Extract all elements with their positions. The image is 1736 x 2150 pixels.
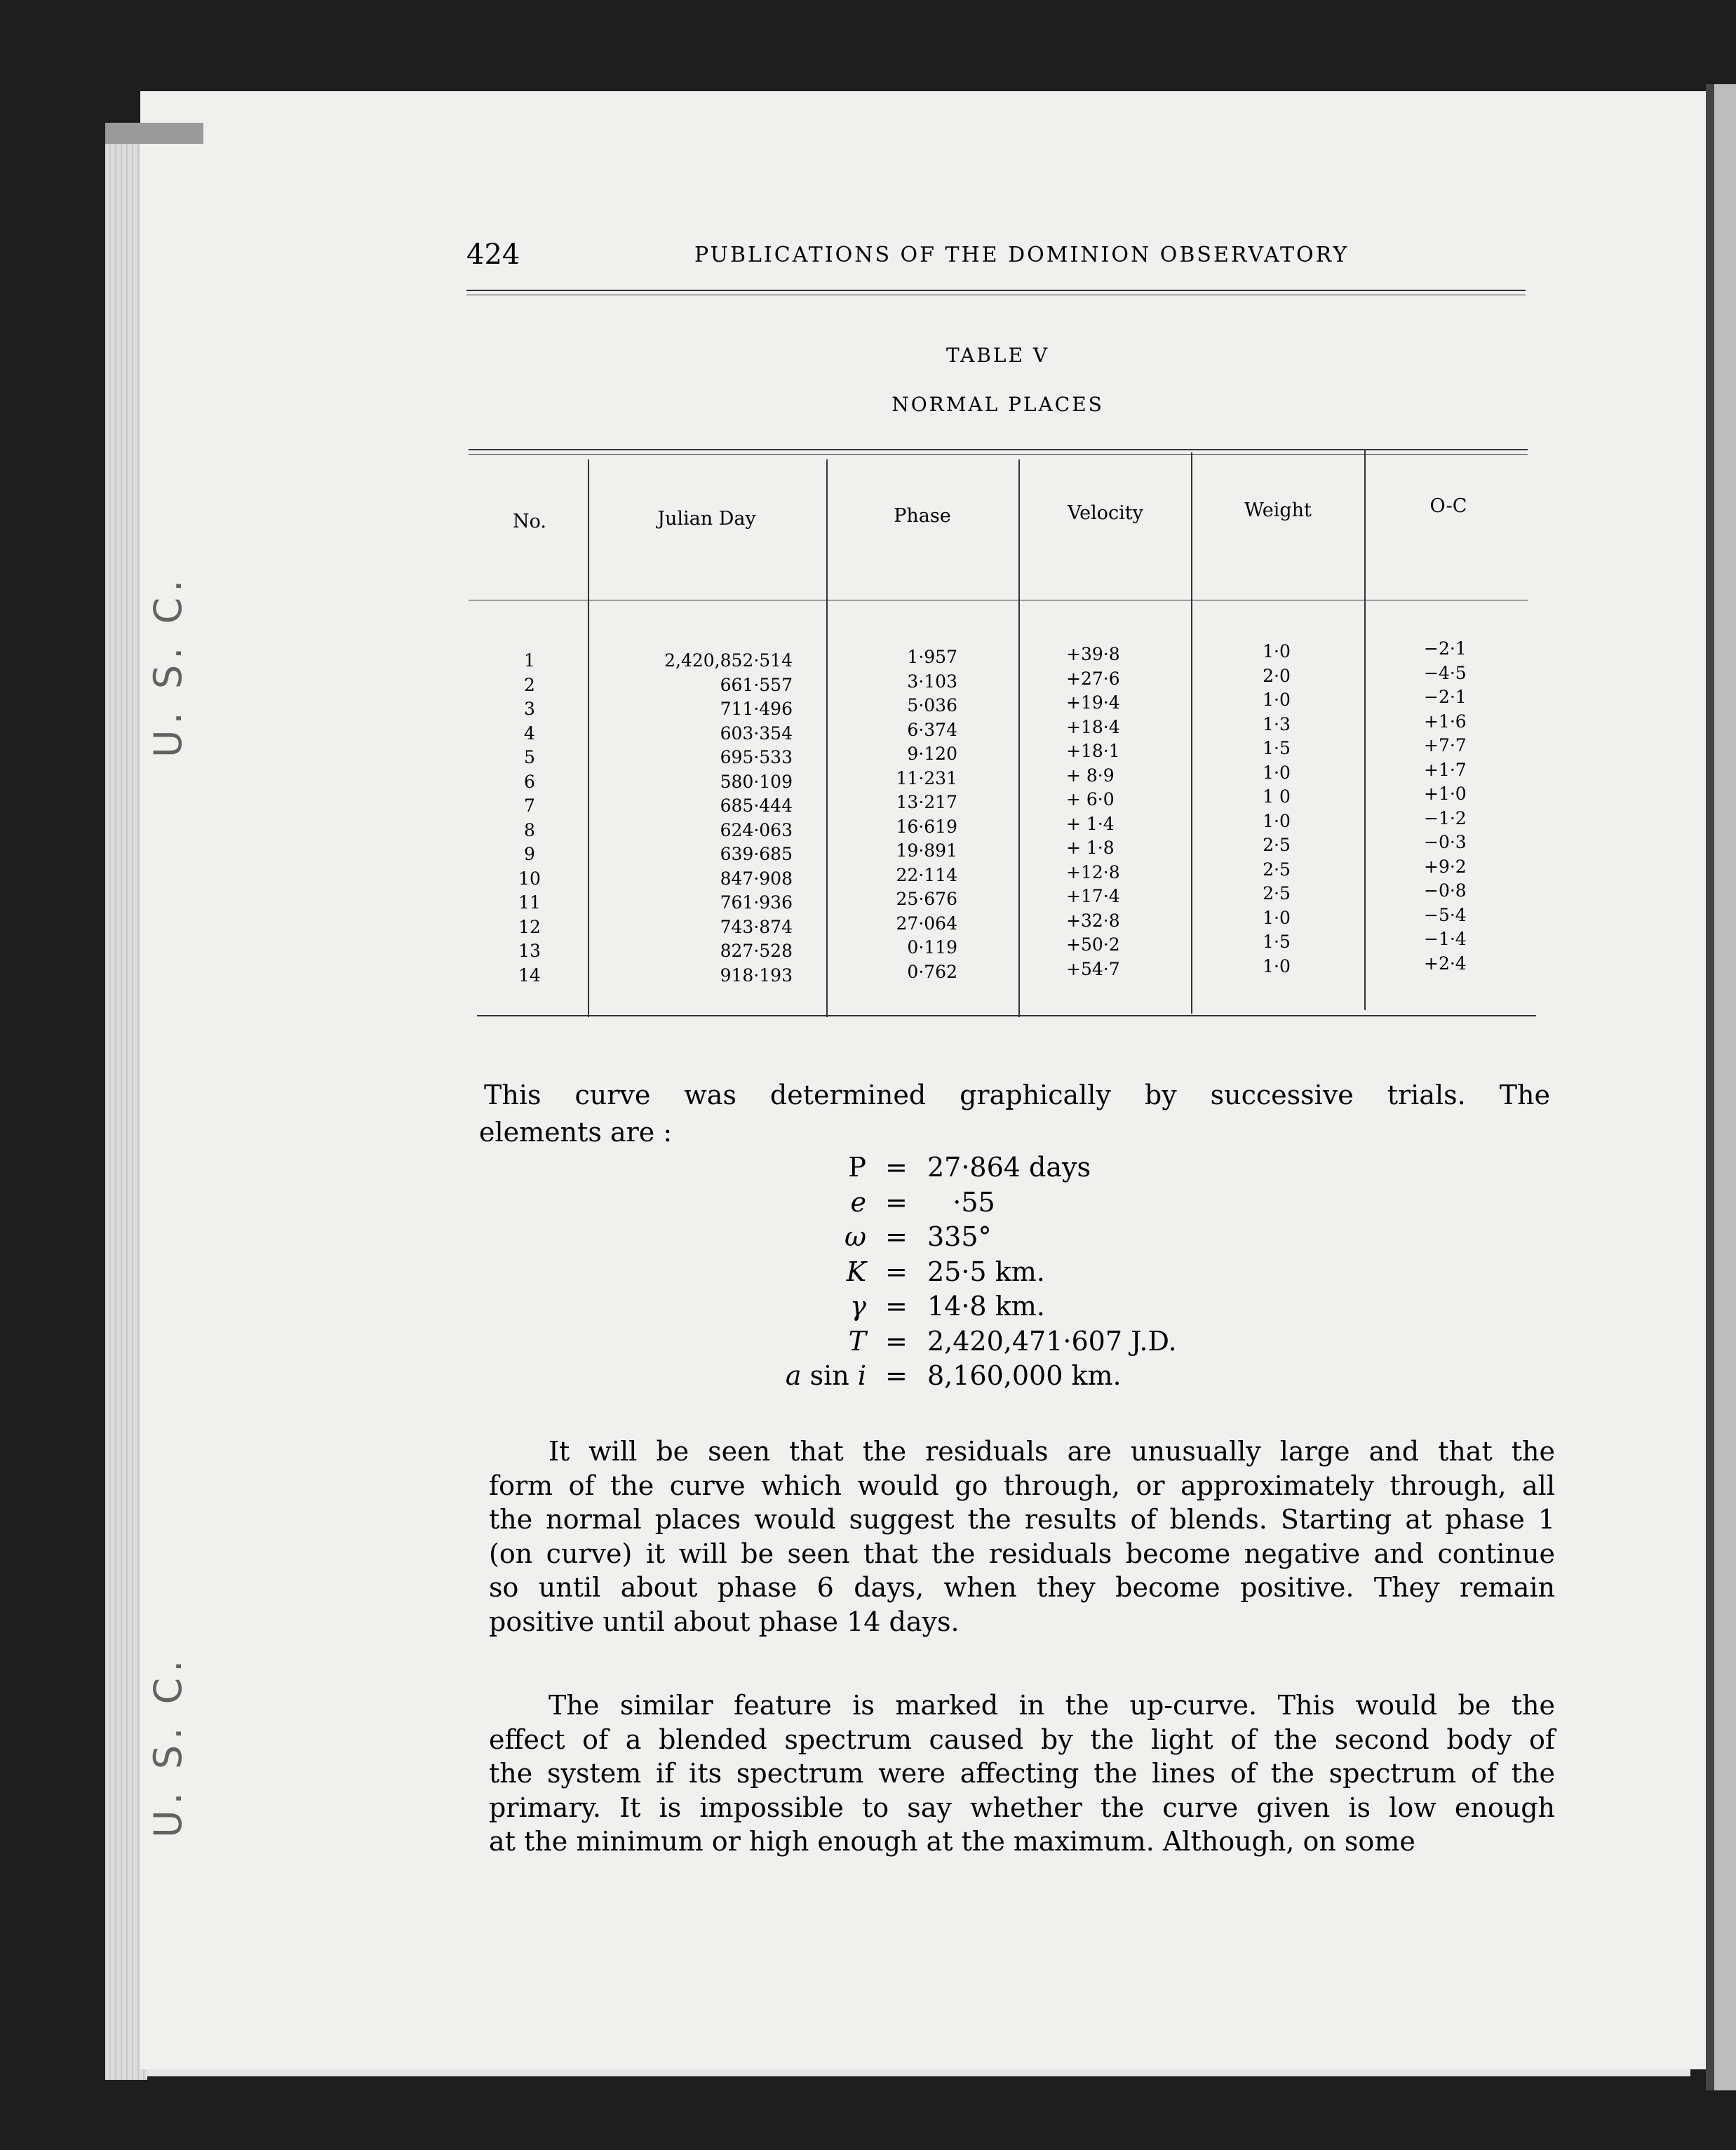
column-header-weight: Weight	[1244, 499, 1312, 521]
paragraph-line: positive until about phase 14 days.	[489, 1606, 960, 1637]
table-cell-julian-day: 624·063	[720, 819, 793, 840]
table-cell-velocity: +27·6	[1066, 668, 1120, 689]
table-cell-phase: 27·064	[896, 913, 957, 934]
table-cell-no: 3	[524, 699, 535, 719]
column-header-no: No.	[513, 511, 546, 532]
table-cell-julian-day: 639·685	[720, 844, 793, 864]
element-value: 2,420,471·607 J.D.	[927, 1325, 1177, 1357]
running-head	[466, 238, 1529, 274]
table-cell-oc: +1·0	[1424, 784, 1467, 804]
table-cell-velocity: +19·4	[1066, 692, 1120, 713]
table-cell-julian-day: 603·354	[720, 723, 793, 744]
element-row	[0, 1360, 1736, 1395]
table-cell-velocity: +18·1	[1066, 741, 1120, 761]
table-cell-julian-day: 711·496	[720, 699, 793, 719]
facing-page-edge	[1706, 84, 1736, 2090]
table-cell-velocity: + 1·8	[1066, 838, 1115, 858]
book-edge-top	[105, 123, 203, 144]
table-cell-oc: +1·7	[1424, 759, 1467, 780]
table-cell-velocity: + 8·9	[1066, 765, 1115, 786]
table-cell-velocity: +54·7	[1066, 958, 1120, 979]
table-cell-velocity: +12·8	[1066, 861, 1120, 882]
table-cell-weight: 1·0	[1263, 955, 1291, 976]
header-rule	[466, 290, 1526, 291]
table-cell-oc: −4·5	[1424, 662, 1467, 683]
element-value: ·55	[927, 1186, 995, 1218]
element-value: 25·5 km.	[927, 1256, 1045, 1287]
table-cell-weight: 1 0	[1263, 786, 1291, 807]
column-julian-day	[596, 649, 793, 988]
table-caption: TABLE V	[946, 344, 1050, 367]
element-symbol: ω	[845, 1221, 866, 1252]
table-cell-oc: −1·2	[1424, 807, 1467, 828]
page-number: 424	[466, 238, 520, 271]
equals-sign: =	[885, 1186, 908, 1218]
paragraph-line: effect of a blended spectrum caused by the light of the second body of	[489, 1724, 1555, 1755]
table-cell-julian-day: 827·528	[720, 941, 793, 961]
paragraph-line: the normal places would suggest the results of blends. Starting at phase 1	[489, 1504, 1555, 1535]
table-cell-julian-day: 580·109	[720, 771, 793, 792]
table-cell-velocity: +32·8	[1066, 910, 1120, 931]
table-cell-no: 10	[518, 868, 541, 889]
element-row	[0, 1221, 1736, 1256]
table-cell-julian-day: 695·533	[720, 747, 793, 767]
table-cell-no: 11	[518, 892, 541, 913]
table-cell-velocity: + 1·4	[1066, 813, 1115, 834]
table-cell-phase: 0·119	[907, 937, 957, 958]
column-oc	[1424, 637, 1501, 976]
paragraph-line: the system if its spectrum were affecting the lines of the spectrum of the	[489, 1758, 1555, 1789]
column-separator	[588, 459, 589, 1017]
element-row	[0, 1256, 1736, 1291]
paragraph-line: The similar feature is marked in the up-curve. This would be the	[549, 1690, 1555, 1721]
table-cell-no: 2	[524, 674, 535, 695]
table-cell-oc: +7·7	[1424, 735, 1467, 755]
equals-sign: =	[885, 1152, 908, 1183]
table-cell-phase: 22·114	[896, 864, 957, 885]
table-cell-no: 12	[518, 916, 541, 937]
table-cell-weight: 1·5	[1263, 932, 1291, 952]
table-cell-weight: 1·5	[1263, 738, 1291, 758]
column-separator	[1364, 449, 1366, 1010]
table-cell-oc: −2·1	[1424, 687, 1467, 707]
column-header-oc: O-C	[1429, 495, 1467, 517]
table-cell-no: 8	[524, 819, 535, 840]
table-subtitle: NORMAL PLACES	[891, 393, 1104, 416]
table-cell-phase: 3·103	[907, 671, 957, 692]
table-cell-julian-day: 661·557	[720, 674, 793, 695]
element-symbol: T	[848, 1325, 866, 1357]
equals-sign: =	[885, 1291, 908, 1322]
table-cell-weight: 1·0	[1263, 762, 1291, 783]
equals-sign: =	[885, 1221, 908, 1252]
table-cell-phase: 0·762	[907, 961, 957, 982]
table-cell-no: 6	[524, 771, 535, 792]
table-cell-oc: +2·4	[1424, 953, 1467, 974]
column-separator	[1191, 452, 1192, 1014]
table-cell-weight: 1·3	[1263, 713, 1291, 734]
column-weight	[1234, 640, 1319, 979]
paragraph-line: so until about phase 6 days, when they become positive. They remain	[489, 1572, 1555, 1603]
table-cell-no: 5	[524, 747, 535, 767]
table-cell-julian-day: 743·874	[720, 916, 793, 937]
table-bottom-rule	[477, 1015, 1536, 1016]
element-row	[0, 1152, 1736, 1187]
table-cell-julian-day: 2,420,852·514	[664, 650, 793, 671]
column-separator	[826, 459, 828, 1017]
element-symbol: γ	[850, 1291, 866, 1322]
equals-sign: =	[885, 1325, 908, 1357]
table-cell-julian-day: 918·193	[720, 965, 793, 986]
table-cell-phase: 16·619	[896, 816, 957, 837]
table-cell-julian-day: 685·444	[720, 795, 793, 816]
element-value: 14·8 km.	[927, 1291, 1045, 1322]
spine-stamp: U. S. C.	[146, 1654, 190, 1838]
element-row	[0, 1326, 1736, 1361]
equals-sign: =	[885, 1256, 908, 1287]
table-cell-weight: 1·0	[1263, 690, 1291, 710]
table-cell-weight: 2·5	[1263, 883, 1291, 903]
table-cell-weight: 1·0	[1263, 641, 1291, 661]
element-value: 335°	[927, 1221, 992, 1252]
table-cell-phase: 13·217	[896, 792, 957, 812]
paragraph-line: It will be seen that the residuals are unusually large and that the	[549, 1436, 1555, 1467]
element-row	[0, 1291, 1736, 1326]
table-cell-velocity: + 6·0	[1066, 789, 1115, 809]
intro-line: This curve was determined graphically by successive trials. The	[484, 1080, 1550, 1110]
table-cell-velocity: +17·4	[1066, 886, 1120, 906]
table-cell-oc: −2·1	[1424, 638, 1467, 659]
table-cell-no: 9	[524, 844, 535, 864]
table-cell-oc: +1·6	[1424, 711, 1467, 732]
paragraph-line: form of the curve which would go through, or approximately through, all	[489, 1470, 1555, 1501]
table-cell-phase: 5·036	[907, 695, 957, 715]
table-cell-velocity: +50·2	[1066, 934, 1120, 955]
table-cell-oc: −0·3	[1424, 832, 1467, 852]
equals-sign: =	[885, 1360, 908, 1391]
column-velocity	[1066, 643, 1157, 981]
table-cell-weight: 1·0	[1263, 810, 1291, 831]
element-symbol: P	[848, 1152, 866, 1183]
table-cell-phase: 9·120	[907, 744, 957, 764]
element-row	[0, 1187, 1736, 1222]
table-cell-phase: 19·891	[896, 840, 957, 861]
table-cell-no: 1	[524, 650, 535, 671]
column-header-velocity: Velocity	[1068, 502, 1143, 524]
intro-line: elements are :	[479, 1117, 673, 1148]
table-cell-phase: 1·957	[907, 647, 957, 667]
table-cell-phase: 6·374	[907, 719, 957, 740]
column-no	[491, 649, 568, 988]
table-top-rule	[469, 454, 1528, 455]
element-symbol: K	[846, 1256, 866, 1287]
table-cell-velocity: +18·4	[1066, 716, 1120, 737]
running-title: PUBLICATIONS OF THE DOMINION OBSERVATORY	[694, 243, 1350, 267]
table-cell-no: 13	[518, 941, 541, 961]
element-value: 27·864 days	[927, 1152, 1091, 1183]
table-cell-weight: 1·0	[1263, 907, 1291, 928]
table-cell-oc: −0·8	[1424, 880, 1467, 901]
column-separator	[1018, 459, 1020, 1017]
element-symbol: a sin i	[785, 1360, 866, 1391]
table-cell-julian-day: 761·936	[720, 892, 793, 913]
element-value: 8,160,000 km.	[927, 1360, 1122, 1391]
column-header-julian-day: Julian Day	[657, 508, 756, 530]
table-cell-phase: 11·231	[896, 767, 957, 788]
column-header-phase: Phase	[894, 505, 951, 527]
table-cell-velocity: +39·8	[1066, 644, 1120, 664]
table-cell-no: 4	[524, 723, 535, 744]
spine-stamp: U. S. C.	[146, 574, 190, 758]
paragraph-line: primary. It is impossible to say whether the curve given is low enough	[489, 1792, 1555, 1823]
table-cell-oc: +9·2	[1424, 856, 1467, 877]
table-cell-weight: 2·5	[1263, 835, 1291, 855]
paragraph-line: (on curve) it will be seen that the residuals become negative and continue	[489, 1538, 1555, 1569]
table-cell-weight: 2·0	[1263, 665, 1291, 686]
table-cell-oc: −1·4	[1424, 929, 1467, 949]
table-cell-phase: 25·676	[896, 889, 957, 909]
column-phase	[842, 645, 957, 984]
table-cell-weight: 2·5	[1263, 859, 1291, 880]
table-cell-no: 7	[524, 795, 535, 816]
paragraph-line: at the minimum or high enough at the maximum. Although, on some	[489, 1826, 1415, 1857]
table-top-rule	[469, 449, 1528, 450]
table-cell-oc: −5·4	[1424, 904, 1467, 925]
element-symbol: e	[850, 1186, 866, 1218]
table-cell-no: 14	[518, 965, 541, 986]
table-cell-julian-day: 847·908	[720, 868, 793, 889]
